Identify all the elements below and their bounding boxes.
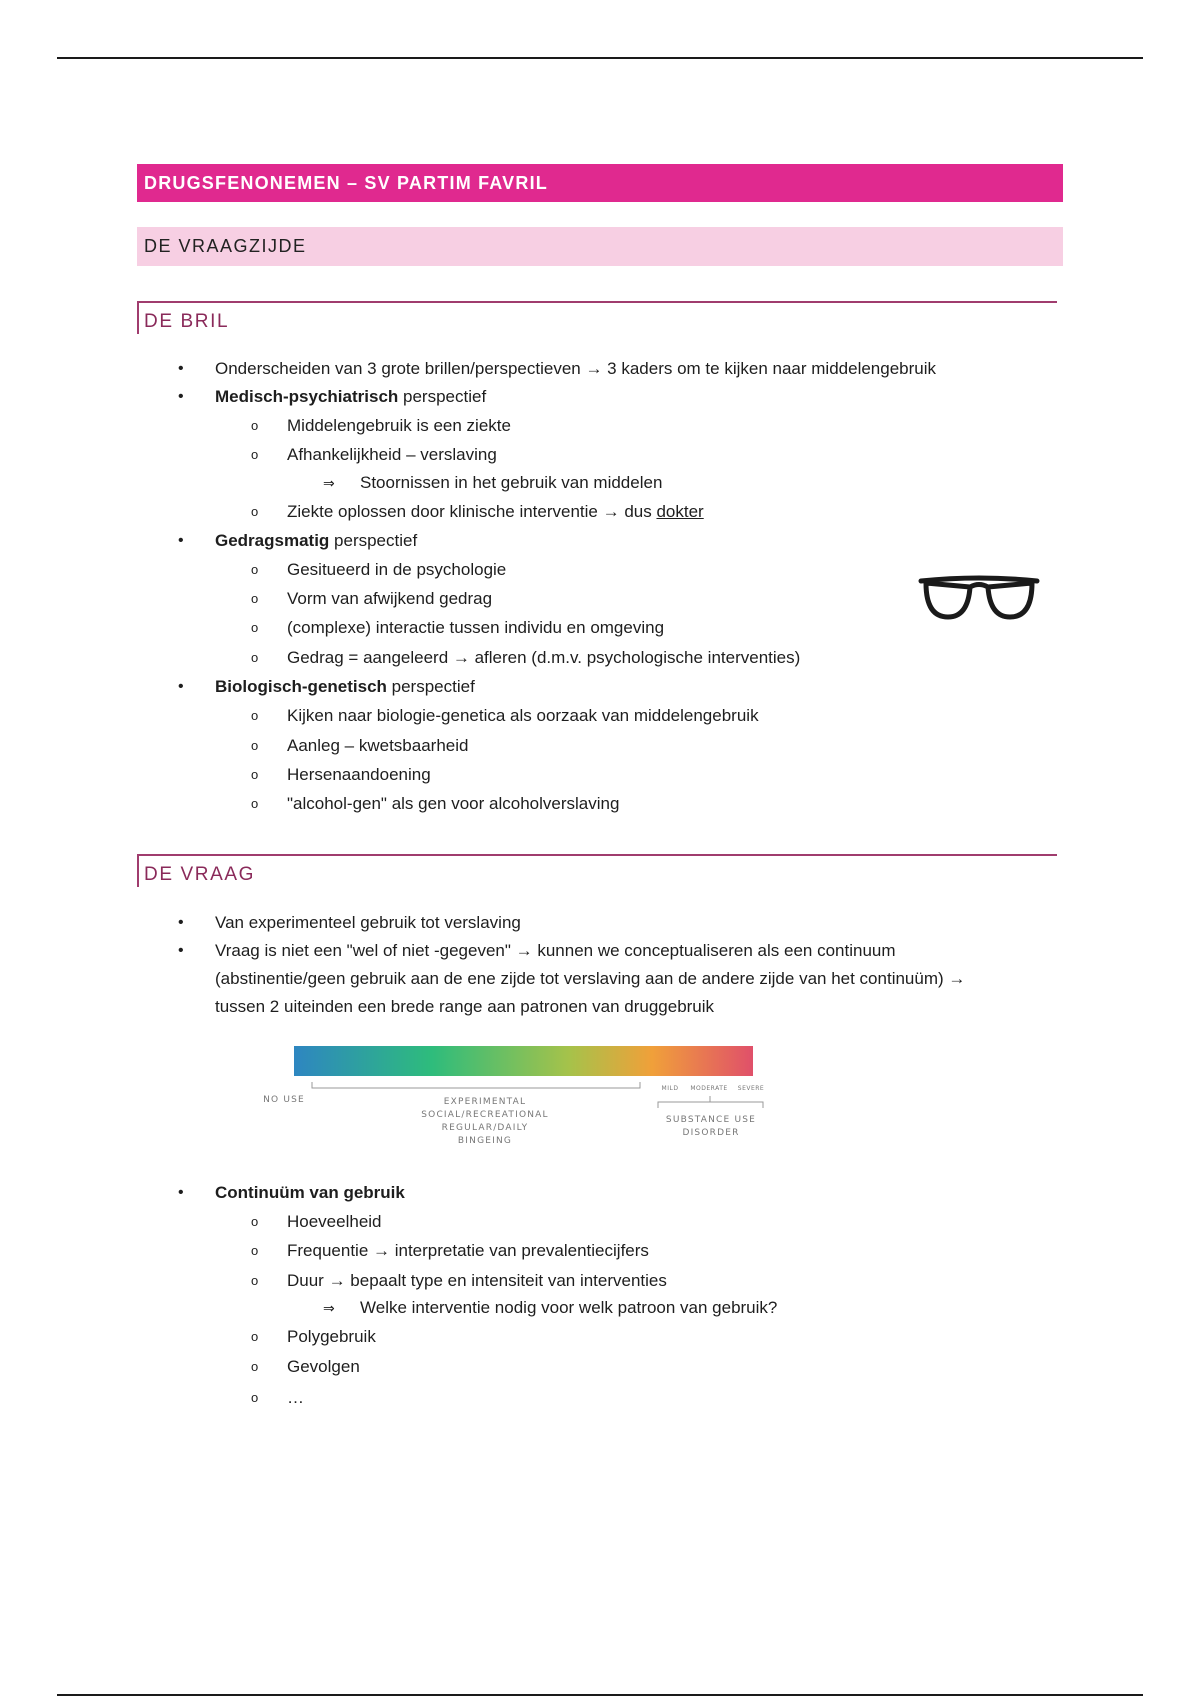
list-item-text: perspectief [329, 531, 418, 550]
list-item [215, 386, 486, 408]
circle-bullet: o [251, 591, 259, 606]
list-item: Welke interventie nodig voor welk patroon van gebruik? [360, 1298, 778, 1317]
circle-bullet: o [251, 1359, 259, 1374]
sud-line: DISORDER [682, 1128, 740, 1138]
mild-label: MILD [661, 1085, 679, 1092]
list-item-text: Ziekte oplossen door klinische interventie → dus [287, 502, 657, 521]
top-rule [57, 57, 1143, 59]
list-item: "alcohol-gen" als gen voor alcoholverslaving [287, 794, 620, 813]
underlined-word: dokter [656, 502, 704, 521]
list-item: Gesitueerd in de psychologie [287, 560, 507, 579]
arrow-bullet: ⇒ [323, 475, 335, 491]
list-item-text: perspectief [398, 387, 487, 406]
circle-bullet: o [251, 650, 259, 665]
list-item: Afhankelijkheid – verslaving [287, 445, 497, 464]
list-item: Vorm van afwijkend gedrag [287, 589, 493, 608]
use-pattern-line: EXPERIMENTAL [443, 1097, 527, 1107]
list-item-bold: Biologisch-genetisch [215, 677, 387, 696]
circle-bullet: o [251, 504, 259, 519]
list-item-continuation: tussen 2 uiteinden een brede range aan patronen van druggebruik [215, 997, 715, 1016]
list-item: Duur → bepaalt type en intensiteit van interventies [287, 1271, 667, 1290]
list-item [215, 530, 417, 552]
list-item-bold: Continuüm van gebruik [215, 1183, 405, 1202]
circle-bullet: o [251, 1329, 259, 1344]
section-heading-de-vraag: DE VRAAG [137, 854, 1057, 887]
list-item: Kijken naar biologie-genetica als oorzaak van middelengebruik [287, 706, 759, 725]
severe-label: SEVERE [737, 1085, 765, 1092]
circle-bullet: o [251, 562, 259, 577]
spectrum-bar [294, 1046, 753, 1076]
circle-bullet: o [251, 767, 259, 782]
list-item: Hersenaandoening [287, 765, 431, 784]
list-item: Onderscheiden van 3 grote brillen/perspectieven → 3 kaders om te kijken naar middelengebruik [215, 359, 937, 378]
circle-bullet: o [251, 1390, 259, 1405]
moderate-label: MODERATE [690, 1085, 728, 1092]
bullet: • [178, 1184, 184, 1201]
use-spectrum-figure [250, 1038, 770, 1160]
circle-bullet: o [251, 418, 259, 433]
circle-bullet: o [251, 447, 259, 462]
use-bracket [312, 1082, 640, 1088]
use-pattern-line: BINGEING [457, 1136, 513, 1146]
circle-bullet: o [251, 620, 259, 635]
bullet: • [178, 360, 184, 377]
list-item: Middelengebruik is een ziekte [287, 416, 511, 435]
circle-bullet: o [251, 1273, 259, 1288]
sud-label [655, 1114, 767, 1140]
arrow-bullet: ⇒ [323, 1300, 335, 1316]
list-item [215, 1182, 405, 1204]
bullet: • [178, 388, 184, 405]
circle-bullet: o [251, 708, 259, 723]
list-item: Gevolgen [287, 1357, 360, 1376]
document-title: DRUGSFENONEMEN – SV PARTIM FAVRIL [137, 164, 1063, 202]
list-item: Van experimenteel gebruik tot verslaving [215, 913, 521, 932]
list-item: Stoornissen in het gebruik van middelen [360, 473, 663, 492]
disorder-bracket [658, 1102, 763, 1108]
circle-bullet: o [251, 1214, 259, 1229]
list-item: Polygebruik [287, 1327, 376, 1346]
use-pattern-line: REGULAR/DAILY [441, 1123, 529, 1133]
list-item: Vraag is niet een "wel of niet -gegeven" → kunnen we conceptualiseren als een continuum [215, 941, 896, 960]
list-item: Hoeveelheid [287, 1212, 382, 1231]
section-heading-de-bril: DE BRIL [137, 301, 1057, 334]
use-pattern-line: SOCIAL/RECREATIONAL [421, 1110, 549, 1120]
list-item-continuation: (abstinentie/geen gebruik aan de ene zijde tot verslaving aan de andere zijde van het continuüm) → [215, 969, 966, 988]
list-item-bold: Gedragsmatig [215, 531, 330, 550]
document-subtitle: DE VRAAGZIJDE [137, 227, 1063, 266]
glasses-icon [918, 573, 1040, 623]
bullet: • [178, 678, 184, 695]
list-item-text: perspectief [386, 677, 475, 696]
bullet: • [178, 914, 184, 931]
list-item: Aanleg – kwetsbaarheid [287, 736, 469, 755]
use-patterns-label [400, 1096, 570, 1148]
circle-bullet: o [251, 796, 259, 811]
sud-line: SUBSTANCE USE [665, 1115, 757, 1125]
circle-bullet: o [251, 1243, 259, 1258]
bullet: • [178, 532, 184, 549]
list-item [287, 501, 704, 523]
list-item: … [287, 1388, 304, 1407]
list-item: Frequentie → interpretatie van prevalentiecijfers [287, 1241, 649, 1260]
no-use-label: NO USE [263, 1095, 305, 1105]
circle-bullet: o [251, 738, 259, 753]
list-item-bold: Medisch-psychiatrisch [215, 387, 399, 406]
bullet: • [178, 942, 184, 959]
list-item [215, 676, 475, 698]
list-item: Gedrag = aangeleerd → afleren (d.m.v. psychologische interventies) [287, 648, 801, 667]
list-item: (complexe) interactie tussen individu en omgeving [287, 618, 665, 637]
bottom-rule [57, 1694, 1143, 1696]
